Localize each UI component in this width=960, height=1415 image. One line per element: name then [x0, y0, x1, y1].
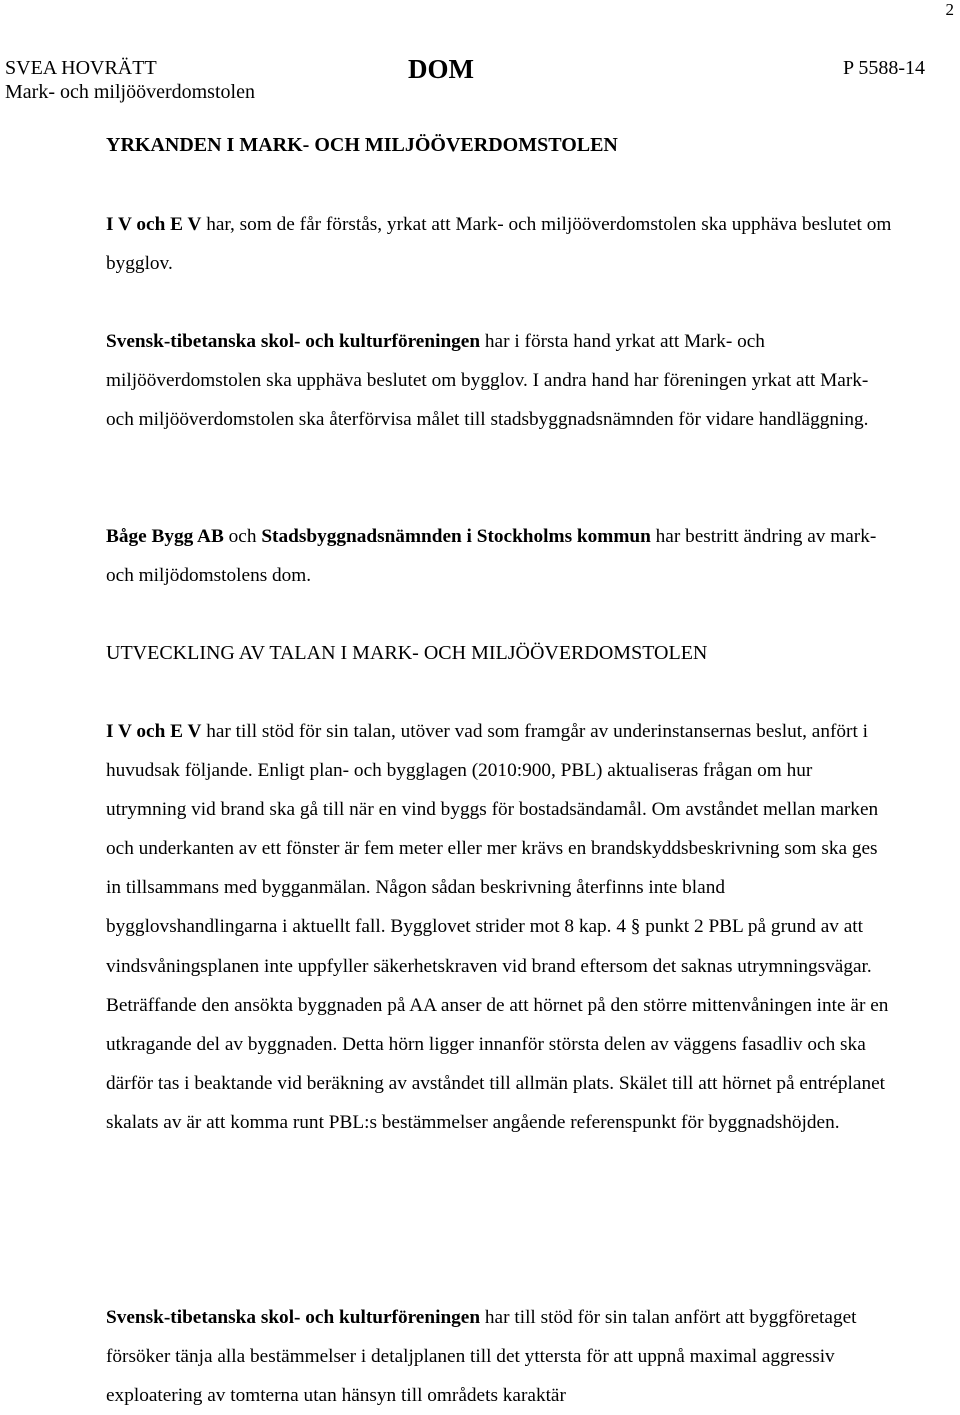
claims-paragraph-2	[106, 322, 896, 439]
connector-text: och	[223, 526, 262, 547]
party-name: Stadsbyggnadsnämnden i Stockholms kommun	[261, 526, 651, 547]
party-name: I V och E V	[106, 721, 202, 742]
party-name: I V och E V	[106, 214, 202, 235]
paragraph-text: har till stöd för sin talan anfört att byggföretaget försöker tänja alla bestämmelser i detaljplanen till det yttersta för att uppnå maximal aggressiv exploatering av tomterna utan hänsyn till områdets karaktär	[106, 1307, 857, 1407]
paragraph-text: har i första hand yrkat att Mark- och miljööverdomstolen ska upphäva beslutet om bygglov. I andra hand har föreningen yrkat att Mark- och miljööverdomstolen ska återförvisa målet till stadsbyggnadsnämnden för vidare handläggning.	[106, 331, 869, 431]
claims-paragraph-1	[106, 205, 896, 283]
paragraph-text: har bestritt ändring av mark- och miljödomstolens dom.	[106, 526, 877, 587]
paragraph-text: har till stöd för sin talan, utöver vad som framgår av underinstansernas beslut, anfört i huvudsak följande. Enligt plan- och bygglagen (2010:900, PBL) aktualiseras frågan om hur utrymning vid brand ska gå till när en vind byggs för bostadsändamål. Om avståndet mellan marken och underkanten av ett fönster är fem meter eller mer krävs en brandskyddsbeskrivning som ska ges in tillsammans med bygganmälan. Någon sådan beskrivning återfinns inte bland bygglovshandlingarna i aktuellt fall. Bygglovet strider mot 8 kap. 4 § punkt 2 PBL på grund av att vindsvåningsplanen inte uppfyller säkerhetskraven vid brand eftersom det saknas utrymningsvägar. Beträffande den ansökta byggnaden på AA anser de att hörnet på den större mittenvåningen inte är en utkragande del av byggnaden. Detta hörn ligger innanför största delen av väggens fasadliv och ska därför tas i beaktande vid beräkning av avståndet till allmän plats. Skälet till att hörnet på entréplanet skalats av är att komma runt PBL:s bestämmelser angående referenspunkt för byggnadshöjden.	[106, 721, 889, 1133]
arguments-paragraph-1	[106, 712, 896, 1142]
document-type: DOM	[408, 54, 474, 84]
claims-paragraph-3	[106, 517, 896, 595]
party-name: Båge Bygg AB	[106, 526, 224, 547]
arguments-heading: UTVECKLING AV TALAN I MARK- OCH MILJÖÖVERDOMSTOLEN	[106, 642, 708, 664]
case-number: P 5588-14	[842, 57, 925, 79]
court-division: Mark- och miljööverdomstolen	[5, 81, 255, 103]
paragraph-text: har, som de får förstås, yrkat att Mark- och miljööverdomstolen ska upphäva beslutet om bygglov.	[106, 214, 892, 275]
claims-heading: YRKANDEN I MARK- OCH MILJÖÖVERDOMSTOLEN	[106, 134, 618, 156]
page-number: 2	[945, 0, 954, 19]
party-name: Svensk-tibetanska skol- och kulturföreningen	[106, 1307, 481, 1328]
arguments-paragraph-2	[106, 1298, 896, 1415]
court-name: SVEA HOVRÄTT	[5, 57, 157, 79]
party-name: Svensk-tibetanska skol- och kulturföreningen	[106, 331, 481, 352]
